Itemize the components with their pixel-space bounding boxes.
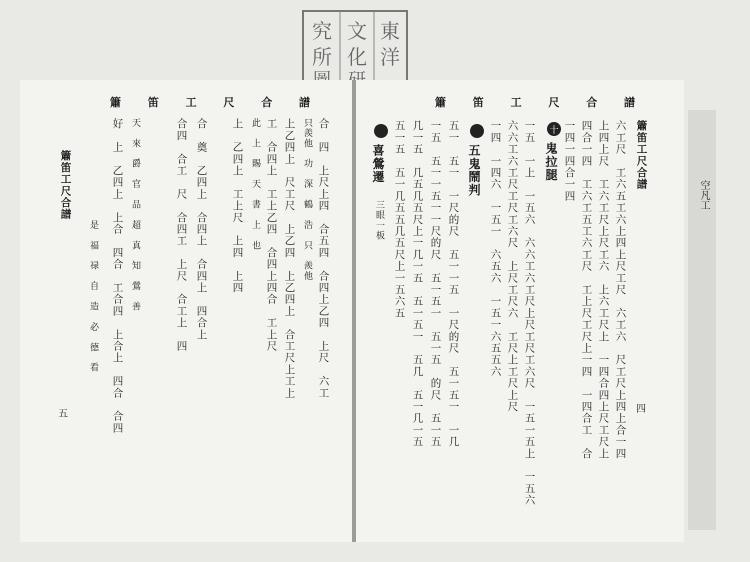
section-note: 三眼一板: [374, 200, 384, 241]
right-running-head: [435, 94, 635, 110]
head-char: 笛: [472, 96, 484, 109]
svg-text:洋: 洋: [380, 45, 400, 69]
lyric-score-column: 合四 合工 尺 合四工 上尺 合工上 四: [175, 118, 188, 352]
lyric-score-column: 合 奠 乙四上 合四上 合四上 四合上: [195, 118, 208, 341]
head-char: 尺: [223, 96, 235, 109]
head-char: 合: [261, 96, 273, 109]
lyric-column: 此 上 賜 天 書 上 也: [250, 118, 260, 251]
lyric-column: 是 福 禄 自 造 必 德 看: [88, 220, 98, 373]
score-column: 六六工六工尺工尺工六尺 上尺工尺六 工尺上工尺上尺: [506, 120, 519, 413]
score-column: 四合一四 工六工五工六工尺 工上尺工尺上一四 一四合工 合: [580, 120, 593, 460]
section-title-xi-ying-qian: 喜鶯遷: [371, 144, 385, 184]
lyric-column: 只羨他 功 深 鶴 浩 只 羨他: [302, 118, 312, 282]
svg-text:所: 所: [312, 45, 332, 69]
head-char: 工: [510, 96, 522, 109]
head-char: 尺: [548, 96, 560, 109]
score-column: 五一五 五一几五五几五尺上一五六五: [393, 120, 406, 319]
score-column: 上四上尺 工六工尺上尺工六 上六工尺上 一四合四上尺工尺上: [597, 120, 610, 460]
margin-note: 空凡工: [698, 180, 709, 210]
score-column: 六工尺 工六五工六上四上尺工尺 六工六 尺工尺上四上合一四: [614, 120, 627, 460]
head-char: 譜: [298, 96, 310, 109]
svg-text:化: 化: [347, 45, 367, 69]
section-title-gui-la-tui: 鬼拉腿: [544, 142, 558, 182]
lyric-score-column: 上 乙四上 工上尺 上四 上四: [231, 118, 244, 294]
head-char: 笛: [147, 96, 159, 109]
score-column: 一四一四合一四: [563, 120, 576, 202]
section-title-wu-gui-nao-pan: 五鬼鬧判: [467, 144, 481, 197]
head-char: 合: [586, 96, 598, 109]
svg-text:東: 東: [380, 19, 400, 43]
left-running-head: [110, 94, 310, 110]
left-page-title: 簫笛工尺合譜: [59, 150, 72, 221]
section-bullet-icon: [470, 124, 484, 138]
score-column: 一四 一四六 一五一 六五六 一五一六五五六: [489, 120, 502, 378]
score-column: 一五 五一一五一一尺的尺 五一五一 五一五 的尺 五一五: [429, 120, 442, 448]
svg-text:究: 究: [312, 19, 332, 43]
score-column: 一五 一上 一五六 六六工六工尺上尺工尺工六尺 一五一五上 一五六: [523, 120, 536, 507]
lyric-column: 天 來 爵 官 品 超 真 知 鶯 善: [130, 118, 140, 312]
head-char: 簫: [435, 96, 446, 109]
head-char: 譜: [623, 96, 635, 109]
score-column: 五一 五一 一尺的尺 五一一五 一尺的尺 五一五一 一几: [447, 120, 460, 448]
book-edge-strip: [688, 110, 716, 530]
right-page-number: 四: [636, 404, 646, 415]
right-page-title: 簫笛工尺合譜: [635, 120, 648, 191]
lyric-score-column: 好 上 乙四上 上合 四合 工合四 上合上 四合 合四: [111, 118, 124, 434]
left-page-number: 五: [58, 409, 68, 420]
lyric-score-column: 工 合四上 工上乙四 合四上四合 工上尺: [265, 118, 278, 352]
lyric-score-column: 上乙四上 尺工尺 上乙四 上乙四上 合工尺上工上: [283, 118, 296, 399]
section-bullet-icon: [374, 124, 388, 138]
score-column: 几一五 几五几五尺上一几一五 五一五一 五几 五一几一五: [411, 120, 424, 448]
head-char: 簫: [110, 96, 121, 109]
lyric-score-column: 合 四 上尺上四 合五四 合四上乙四 上尺 六工: [317, 118, 330, 399]
section-number-badge: 十: [547, 122, 561, 136]
head-char: 工: [185, 96, 197, 109]
svg-text:文: 文: [347, 19, 367, 43]
